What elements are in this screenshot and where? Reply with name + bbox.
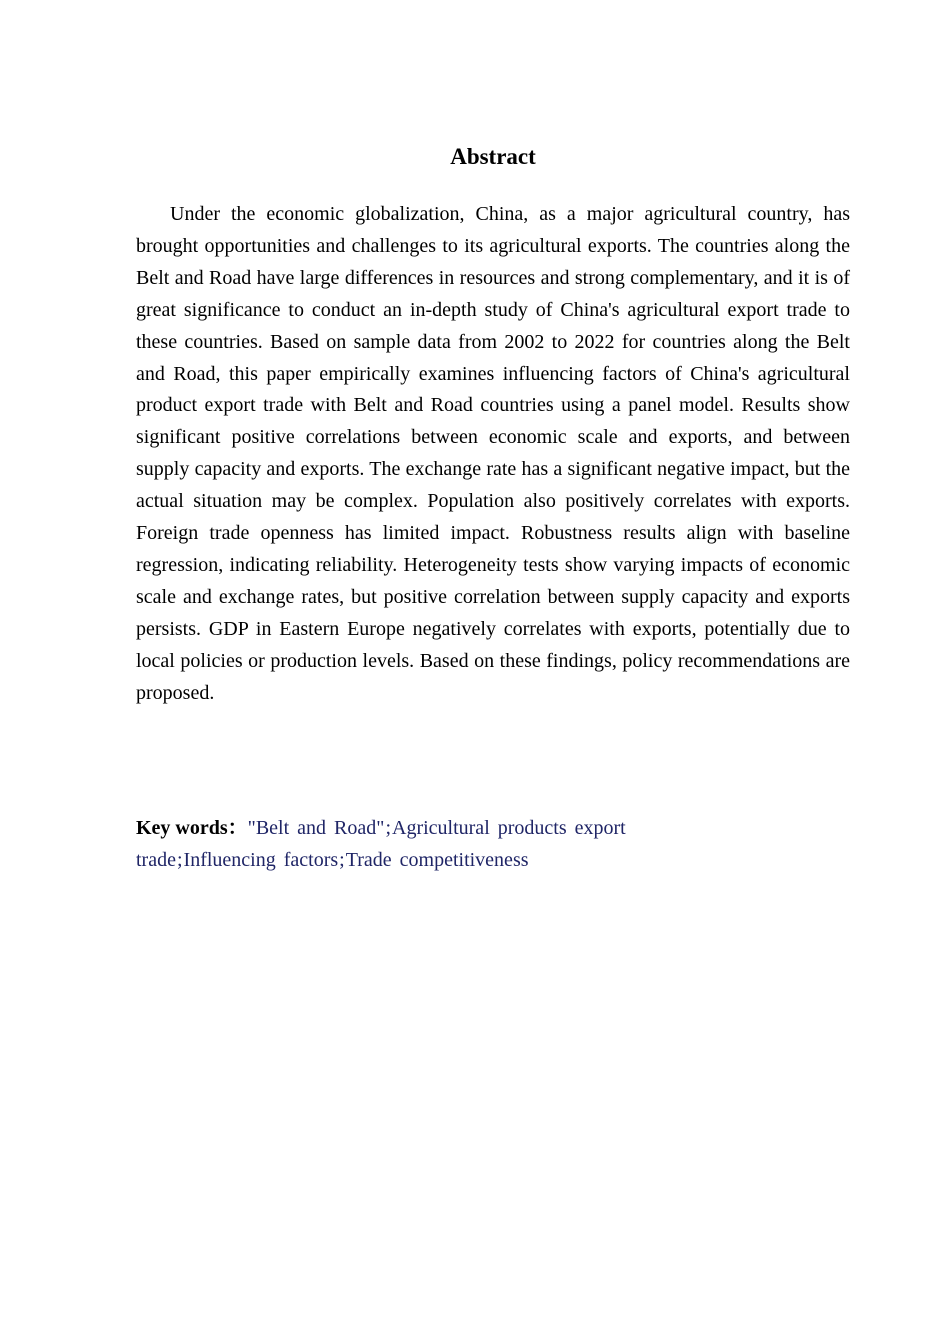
keyword-separator: ; <box>385 817 391 839</box>
abstract-body: Under the economic globalization, China, as a major agricultural country, has brought opportunities and challenges to its agricultural exports. The countries along the Belt and Road have large differences in resources and strong complementary, and it is of great significance to conduct an in-depth study of China's agricultural export trade to these countries. Based on sample data from 2002 to 2022 for countries along the Belt and Road, this paper empirically examines influencing factors of China's agricultural product export trade with Belt and Road countries using a panel model. Results show significant positive correlations between economic scale and exports, and between supply capacity and exports. The exchange rate has a significant negative impact, but the actual situation may be complex. Population also positively correlates with exports. Foreign trade openness has limited impact. Robustness results align with baseline regression, indicating reliability. Heterogeneity tests show varying impacts of economic scale and exchange rates, but positive correlation between supply capacity and exports persists. GDP in Eastern Europe negatively correlates with exports, potentially due to local policies or production levels. Based on these findings, policy recommendations are proposed. <box>136 203 850 704</box>
keyword-separator: ; <box>339 849 345 871</box>
keyword-1: "Belt and Road" <box>247 817 385 839</box>
keyword-separator: ; <box>176 849 183 871</box>
keyword-2: Agricultural products export trade <box>136 817 626 871</box>
keywords-label: Key words： <box>136 817 248 839</box>
keywords-line <box>136 812 716 876</box>
keyword-3: Influencing factors <box>183 849 339 871</box>
keyword-4: Trade competitiveness <box>345 849 529 871</box>
abstract-title: Abstract <box>450 144 536 169</box>
